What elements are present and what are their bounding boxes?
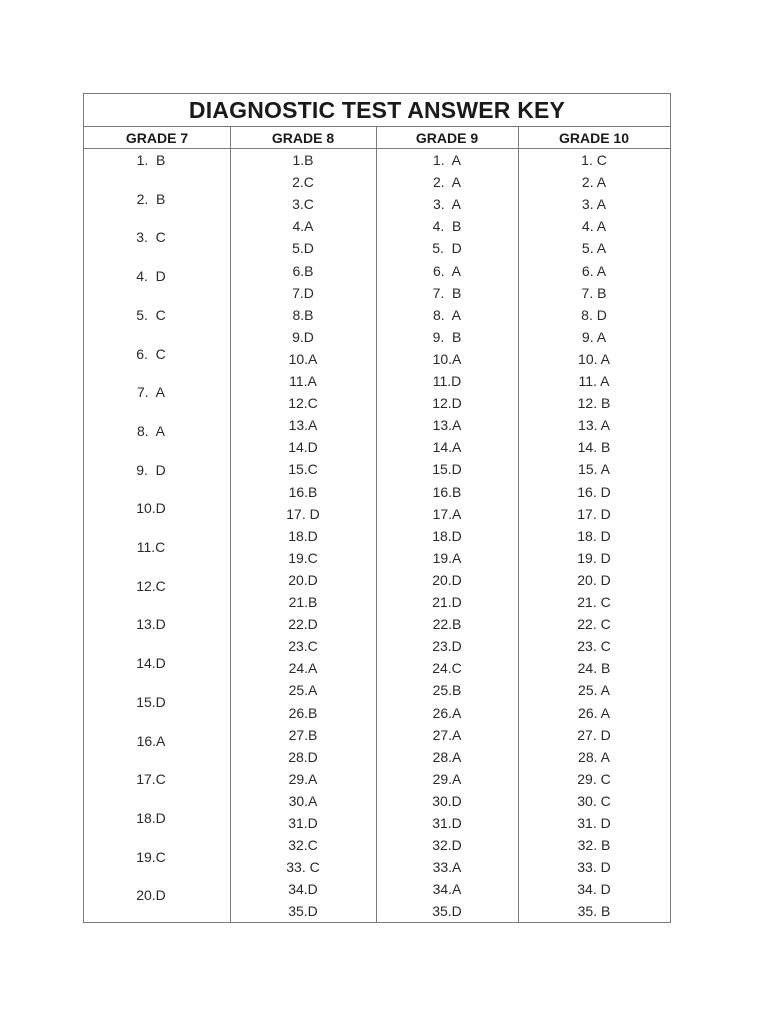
grade8-answer: 32.C: [288, 837, 318, 854]
grade8-answer: 24.A: [288, 660, 318, 677]
grade8-answer: 11.A: [289, 373, 317, 389]
page-title: DIAGNOSTIC TEST ANSWER KEY: [84, 94, 670, 127]
grade8-answer: 7.D: [292, 284, 314, 301]
grade8-answer: 4.A: [292, 218, 314, 235]
grade10-answer: 12. B: [577, 395, 611, 412]
grade9-answer: 29.A: [432, 770, 462, 787]
grade7-answer: 18.D: [136, 809, 166, 826]
grade7-answer: 13.D: [136, 616, 166, 633]
grade9-answer: 4. B: [432, 218, 462, 235]
grade10-answer: 31. D: [577, 815, 611, 831]
grade9-answer: 7. B: [432, 284, 462, 301]
grade7-answer: 11.C: [136, 539, 166, 555]
grade10-answer: 28. A: [578, 748, 610, 765]
grade10-answer: 8. D: [581, 306, 607, 323]
grade10-answer: 1. C: [581, 152, 607, 168]
grade7-answer: 14.D: [136, 655, 166, 672]
grade8-answer: 15.C: [288, 461, 318, 478]
grade9-answer: 18.D: [432, 527, 462, 544]
grade9-answer: 8. A: [432, 306, 462, 323]
header-grade-8: GRADE 8: [271, 130, 335, 146]
grade7-answer: 4. D: [136, 268, 166, 285]
grade8-answer: 14.D: [288, 439, 318, 456]
grade9-answer: 1. A: [432, 152, 462, 168]
grade9-answer: 21.D: [432, 594, 462, 610]
grade10-answer: 15. A: [578, 461, 610, 478]
grade10-answer: 33. D: [577, 859, 611, 876]
grade7-answer: 6. C: [136, 345, 166, 362]
grade10-answer: 22. C: [577, 616, 611, 633]
grade8-answer: 12.C: [288, 395, 318, 412]
grade7-answer: 20.D: [136, 887, 166, 904]
grade7-answer: 16.A: [136, 732, 166, 749]
grade-10-column: [518, 149, 670, 922]
grade7-answer: 3. C: [136, 229, 166, 246]
grade10-answer: 16. D: [577, 483, 611, 500]
grade10-answer: 4. A: [581, 218, 607, 235]
grade8-answer: 35.D: [288, 903, 318, 920]
grade8-answer: 8.B: [292, 306, 314, 323]
grade9-answer: 33.A: [432, 859, 462, 876]
grade9-answer: 17.A: [432, 505, 462, 522]
grade10-answer: 17. D: [577, 505, 611, 522]
grade10-answer: 27. D: [577, 726, 611, 743]
grade7-answer: 17.C: [136, 771, 166, 788]
grade7-answer: 10.D: [136, 500, 166, 517]
grade8-answer: 2.C: [292, 174, 314, 191]
grade8-answer: 23.C: [288, 638, 318, 655]
grade9-answer: 12.D: [432, 395, 462, 412]
grade10-answer: 3. A: [581, 196, 607, 213]
grade9-answer: 28.A: [432, 748, 462, 765]
grade8-answer: 5.D: [292, 240, 314, 257]
grade7-answer: 12.C: [136, 577, 166, 594]
table-header-row: [84, 127, 670, 149]
grade10-answer: 21. C: [577, 594, 611, 610]
grade9-answer: 15.D: [432, 461, 462, 478]
grade8-answer: 3.C: [292, 196, 314, 213]
grade7-answer: 15.D: [136, 693, 166, 710]
grade8-answer: 27.B: [288, 726, 318, 743]
grade7-answer: 7. A: [136, 384, 166, 401]
grade10-answer: 24. B: [577, 660, 611, 677]
grade9-answer: 27.A: [432, 726, 462, 743]
grade10-answer: 29. C: [577, 770, 611, 787]
grade9-answer: 6. A: [432, 262, 462, 279]
grade8-answer: 20.D: [288, 571, 318, 588]
grade9-answer: 20.D: [432, 571, 462, 588]
grade9-answer: 5. D: [432, 240, 462, 257]
header-grade-7: GRADE 7: [125, 130, 189, 146]
grade8-answer: 26.B: [288, 704, 318, 721]
grade10-answer: 7. B: [581, 284, 607, 301]
grade8-answer: 30.A: [288, 792, 318, 809]
grade8-answer: 33. C: [286, 859, 320, 876]
grade10-answer: 6. A: [581, 262, 607, 279]
grade10-answer: 26. A: [578, 704, 610, 721]
grade10-answer: 30. C: [577, 792, 611, 809]
grade9-answer: 22.B: [432, 616, 462, 633]
grade7-answer: 2. B: [136, 190, 166, 207]
grade8-answer: 25.A: [288, 682, 318, 699]
grade8-answer: 13.A: [288, 417, 318, 434]
header-grade-9: GRADE 9: [415, 130, 479, 146]
grade9-answer: 23.D: [432, 638, 462, 655]
grade8-answer: 34.D: [288, 881, 318, 898]
grade9-answer: 11.D: [432, 373, 462, 389]
grade10-answer: 9. A: [581, 328, 607, 345]
grade9-answer: 30.D: [432, 792, 462, 809]
grade9-answer: 14.A: [432, 439, 462, 456]
grade10-answer: 34. D: [577, 881, 611, 898]
answer-key-table: [83, 93, 671, 923]
grade9-answer: 10.A: [432, 350, 462, 367]
grade10-answer: 5. A: [581, 240, 607, 257]
grade10-answer: 2. A: [581, 174, 607, 191]
grade10-answer: 20. D: [577, 571, 611, 588]
header-grade-10: GRADE 10: [558, 130, 630, 146]
grade7-answer: 8. A: [136, 422, 166, 439]
grade10-answer: 10. A: [578, 350, 610, 367]
grade8-answer: 19.C: [288, 549, 318, 566]
grade8-answer: 6.B: [292, 262, 314, 279]
grade7-answer: 19.C: [136, 848, 166, 865]
grade10-answer: 11. A: [578, 373, 610, 389]
grade8-answer: 16.B: [288, 483, 318, 500]
grade8-answer: 28.D: [288, 748, 318, 765]
grade8-answer: 29.A: [288, 770, 318, 787]
grade9-answer: 35.D: [432, 903, 462, 920]
grade-8-column: [230, 149, 376, 922]
grade8-answer: 31.D: [288, 815, 318, 831]
grade8-answer: 1.B: [292, 152, 314, 168]
grade9-answer: 25.B: [432, 682, 462, 699]
grade8-answer: 18.D: [288, 527, 318, 544]
grade7-answer: 9. D: [136, 461, 166, 478]
grade9-answer: 26.A: [432, 704, 462, 721]
grade10-answer: 14. B: [577, 439, 611, 456]
grade7-answer: 5. C: [136, 306, 166, 323]
grade10-answer: 32. B: [577, 837, 611, 854]
grade7-answer: 1. B: [136, 152, 166, 168]
grade10-answer: 19. D: [577, 549, 611, 566]
grade8-answer: 9.D: [292, 328, 314, 345]
grade8-answer: 21.B: [288, 594, 318, 610]
grade10-answer: 35. B: [577, 903, 611, 920]
grade8-answer: 10.A: [288, 350, 318, 367]
grade-7-column: [84, 149, 230, 922]
grade10-answer: 18. D: [577, 527, 611, 544]
grade-9-column: [376, 149, 518, 922]
grade9-answer: 24.C: [432, 660, 462, 677]
grade9-answer: 19.A: [432, 549, 462, 566]
grade9-answer: 16.B: [432, 483, 462, 500]
grade9-answer: 2. A: [432, 174, 462, 191]
grade10-answer: 25. A: [578, 682, 610, 699]
grade8-answer: 22.D: [288, 616, 318, 633]
grade8-answer: 17. D: [286, 505, 320, 522]
grade9-answer: 3. A: [432, 196, 462, 213]
grade9-answer: 13.A: [432, 417, 462, 434]
grade9-answer: 9. B: [432, 328, 462, 345]
grade9-answer: 32.D: [432, 837, 462, 854]
grade9-answer: 31.D: [432, 815, 462, 831]
grade10-answer: 13. A: [578, 417, 610, 434]
grade9-answer: 34.A: [432, 881, 462, 898]
grade10-answer: 23. C: [577, 638, 611, 655]
